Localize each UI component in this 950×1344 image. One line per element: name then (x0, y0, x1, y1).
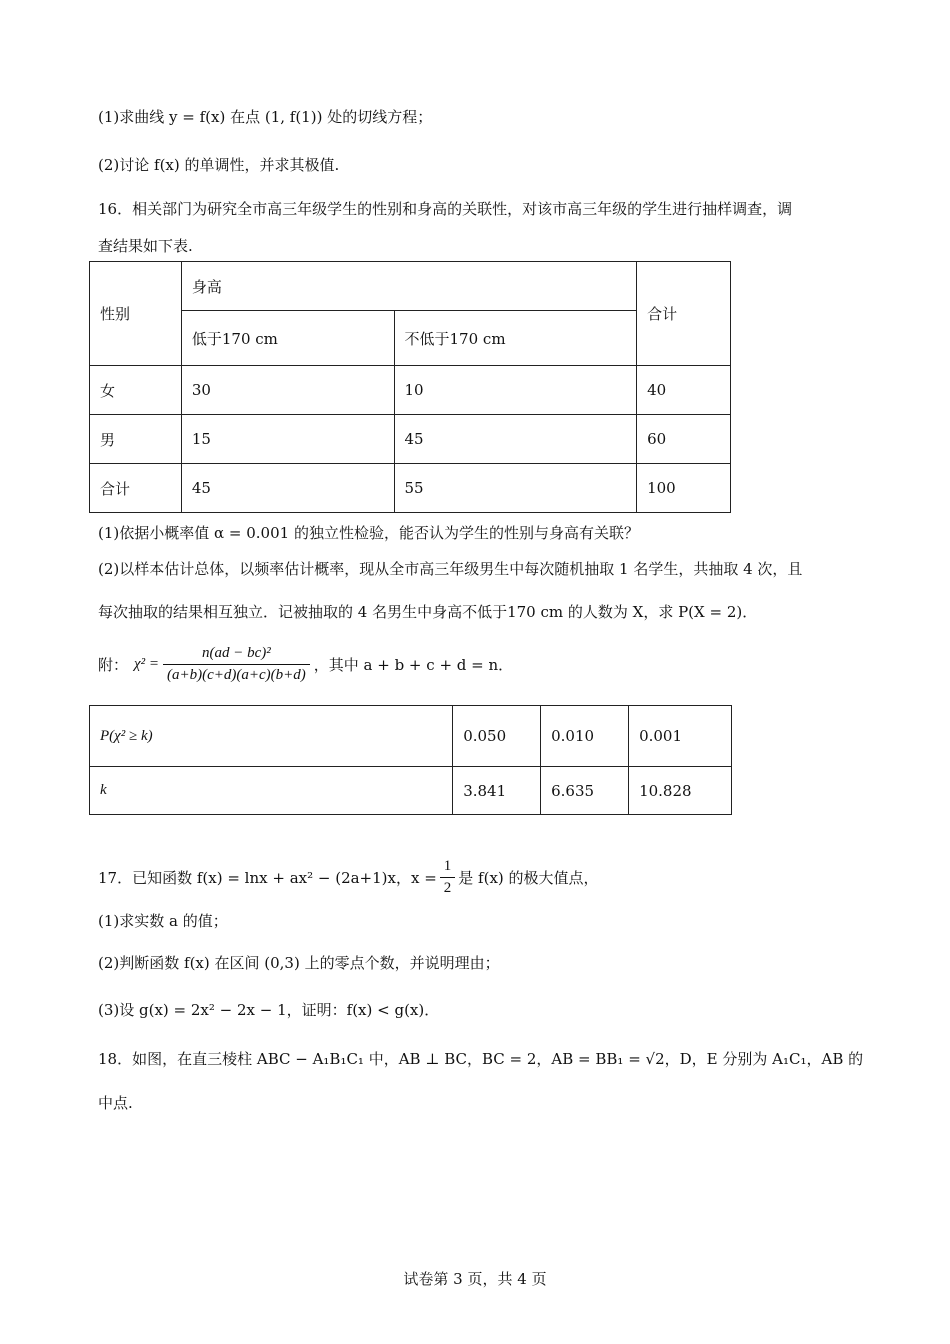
subheader-low: 低于170 cm (181, 311, 394, 366)
q17-stem (98, 858, 599, 897)
cell-high: 45 (394, 415, 637, 464)
q17-fraction-numerator: 1 (443, 858, 452, 874)
row-label: 合计 (90, 464, 182, 513)
k-value: 3.841 (453, 767, 541, 815)
subheader-high: 不低于170 cm (394, 311, 637, 366)
formula-lhs: χ² = (134, 656, 159, 672)
survey-table (89, 261, 731, 513)
header-total: 合计 (637, 262, 731, 366)
p-value: 0.050 (453, 706, 541, 767)
p-row-label: P(χ² ≥ k) (90, 706, 453, 767)
table-row (90, 415, 731, 464)
table-row (90, 366, 731, 415)
cell-total: 40 (637, 366, 731, 415)
p-value: 0.010 (541, 706, 629, 767)
k-row-label: k (90, 767, 453, 815)
q17-part1: (1)求实数 a 的值； (98, 912, 228, 930)
q18-line1: 18．如图，在直三棱柱 ABC − A₁B₁C₁ 中，AB ⊥ BC，BC = 2，AB = BB₁ = √2，D，E 分别为 A₁C₁，AB 的 (98, 1050, 864, 1068)
q16-intro-line2: 查结果如下表. (98, 237, 193, 255)
cell-high: 10 (394, 366, 637, 415)
q16-part1: (1)依据小概率值 α = 0.001 的独立性检验，能否认为学生的性别与身高有关联？ (98, 524, 639, 542)
p-value: 0.001 (629, 706, 732, 767)
q16-part2-line2: 每次抽取的结果相互独立．记被抽取的 4 名男生中身高不低于170 cm 的人数为 X，求 P(X = 2)． (98, 603, 758, 621)
q17-fraction-denominator: 2 (440, 877, 456, 897)
q18-line2: 中点. (98, 1094, 133, 1112)
k-value: 6.635 (541, 767, 629, 815)
formula-fraction (163, 645, 310, 684)
formula-denominator: (a+b)(c+d)(a+c)(b+d) (163, 664, 310, 684)
row-label: 男 (90, 415, 182, 464)
critical-value-table (89, 705, 732, 815)
q17-part3: (3)设 g(x) = 2x² − 2x − 1，证明：f(x) < g(x)． (98, 1001, 440, 1019)
table-row (90, 464, 731, 513)
cell-high: 55 (394, 464, 637, 513)
chi-square-formula (98, 645, 513, 684)
q15-part2: (2)讨论 f(x) 的单调性，并求其极值. (98, 156, 340, 174)
q16-intro-line1: 16．相关部门为研究全市高三年级学生的性别和身高的关联性，对该市高三年级的学生进行抽样调查，调 (98, 200, 793, 218)
formula-tail: ，其中 a + b + c + d = n． (313, 656, 514, 674)
page-footer: 试卷第 3 页，共 4 页 (403, 1270, 547, 1288)
q17-stem-text: 17．已知函数 f(x) = lnx + ax² − (2a+1)x，x = (98, 869, 437, 887)
q15-part1: (1)求曲线 y = f(x) 在点 (1, f(1)) 处的切线方程； (98, 108, 433, 126)
row-label: 女 (90, 366, 182, 415)
q17-stem-tail: 是 f(x) 的极大值点， (458, 869, 599, 887)
cell-total: 60 (637, 415, 731, 464)
header-height: 身高 (181, 262, 636, 311)
cell-low: 30 (181, 366, 394, 415)
q16-part2-line1: (2)以样本估计总体，以频率估计概率，现从全市高三年级男生中每次随机抽取 1 名学生，共抽取 4 次，且 (98, 560, 803, 578)
cell-total: 100 (637, 464, 731, 513)
cell-low: 15 (181, 415, 394, 464)
header-gender: 性别 (90, 262, 182, 366)
cell-low: 45 (181, 464, 394, 513)
q17-fraction (440, 858, 456, 897)
formula-numerator: n(ad − bc)² (201, 645, 271, 661)
appendix-label: 附： (98, 656, 129, 674)
q17-part2: (2)判断函数 f(x) 在区间 (0,3) 上的零点个数，并说明理由； (98, 954, 500, 972)
k-value: 10.828 (629, 767, 732, 815)
